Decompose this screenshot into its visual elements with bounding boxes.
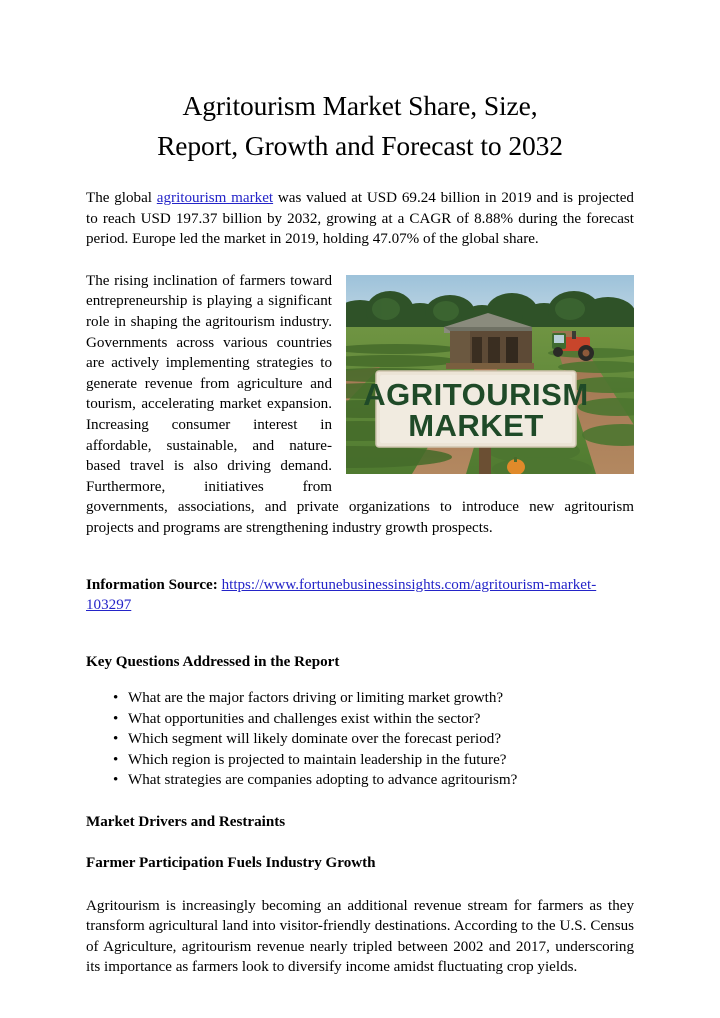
- information-source: [86, 554, 634, 616]
- intro-text-after-link: was valued at USD 69.24 billion in 2019 and is projected to reach USD 197.37 billion by 2032, growing at a CAGR of 8.88% during the forecast period. Europe led the market in 2019, holding 47.07% of the global share.: [86, 190, 634, 248]
- list-item-text: What are the major factors driving or limiting market growth?: [128, 690, 504, 707]
- bullet-icon: •: [113, 751, 119, 768]
- farm-scene-illustration: [346, 275, 634, 474]
- page-content: [86, 0, 634, 978]
- key-questions-list: [86, 672, 634, 790]
- list-item-text: What opportunities and challenges exist within the sector?: [128, 710, 481, 727]
- bullet-icon: •: [113, 690, 119, 707]
- agritourism-market-link[interactable]: agritourism market: [156, 190, 274, 206]
- list-item: [86, 709, 634, 729]
- farmer-participation-subheading: Farmer Participation Fuels Industry Growth: [86, 855, 376, 872]
- page-title-line-1: Agritourism Market Share, Size,: [182, 90, 538, 121]
- list-item-text: Which region is projected to maintain leadership in the future?: [128, 751, 507, 768]
- market-drivers-heading: Market Drivers and Restraints: [86, 813, 286, 830]
- page-title: [86, 0, 634, 166]
- agritourism-market-figure: [346, 275, 634, 474]
- key-questions-heading: Key Questions Addressed in the Report: [86, 653, 340, 670]
- intro-paragraph: [86, 166, 634, 250]
- page-title-line-2: Report, Growth and Forecast to 2032: [157, 130, 563, 161]
- sign-line-2: MARKET: [408, 407, 544, 443]
- wrapped-image-section: [86, 250, 634, 539]
- list-item: [86, 770, 634, 790]
- wrapped-paragraph: The rising inclination of farmers toward entrepreneurship is playing a significant role in shaping the agritourism industry. Governments across various countries are actively implementing strategies to generate revenue from agriculture and tourism, accelerating market expansion. Increasing consumer interest in affordable, sustainable, and nature-based travel is also driving demand. Furthermore, initiatives from governments, associations, and private organizations to introduce new agritourism projects and programs are strengthening industry growth prospects.: [86, 272, 634, 536]
- list-item: [86, 750, 634, 770]
- market-sign: [363, 371, 588, 447]
- bullet-icon: •: [113, 710, 119, 727]
- intro-text-before-link: The global: [86, 190, 157, 206]
- list-item: [86, 729, 634, 749]
- information-source-label: Information Source:: [86, 576, 218, 593]
- market-drivers-paragraph: Agritourism is increasingly becoming an additional revenue stream for farmers as they transform agricultural land into visitor-friendly destinations. According to the U.S. Census of Agriculture, agritourism revenue nearly tripled between 2002 and 2017, underscoring its importance as farmers look to diversify income amidst fluctuating crop yields.: [86, 897, 634, 976]
- list-item: [86, 688, 634, 708]
- information-source-url[interactable]: https://www.fortunebusinessinsights.com/agritourism-market-103297: [86, 576, 597, 614]
- bullet-icon: •: [113, 731, 119, 748]
- list-item-text: What strategies are companies adopting to advance agritourism?: [128, 772, 518, 789]
- sign-line-1: AGRITOURISM: [363, 376, 589, 412]
- bullet-icon: •: [113, 772, 119, 789]
- list-item-text: Which segment will likely dominate over the forecast period?: [128, 731, 502, 748]
